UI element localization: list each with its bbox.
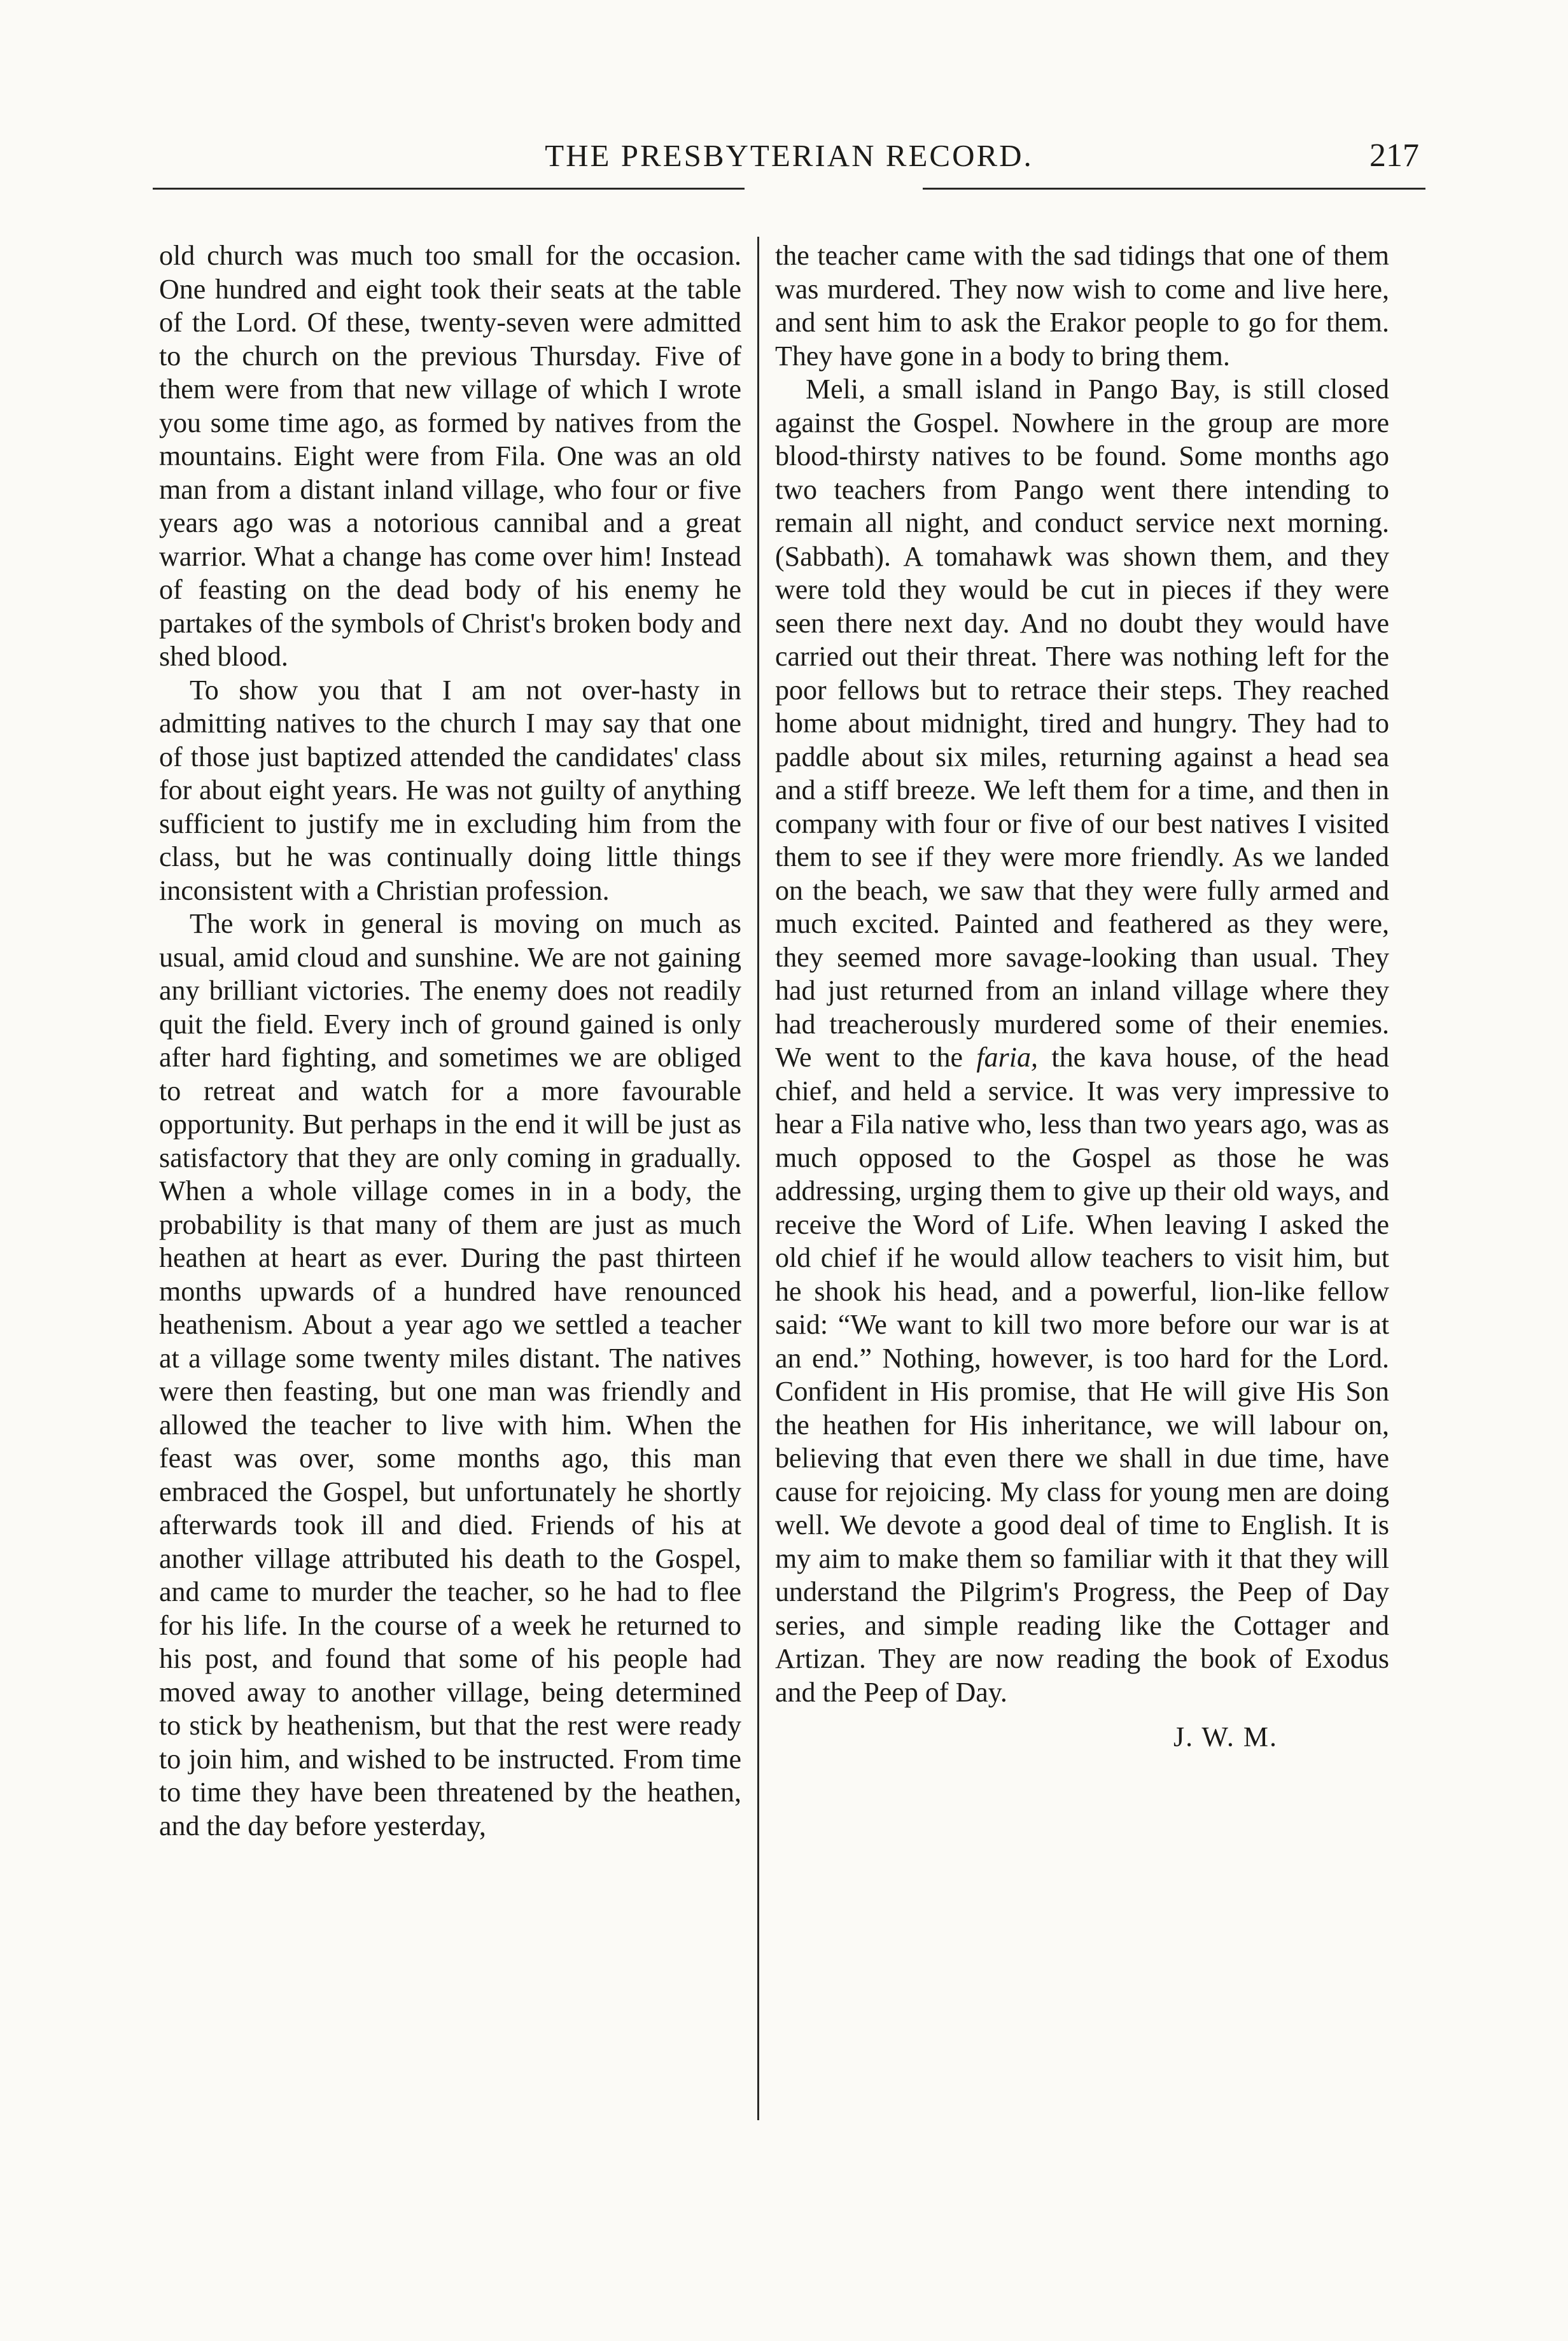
column-divider bbox=[757, 237, 759, 2120]
header-rule-left bbox=[153, 188, 745, 190]
right-paragraph-2-continued: the kava house, of the head chief, and held a service. It was very impressive to hear a Fila native who, less than two years ago, was as much opposed to the Gospel as those he was addressing, urging them to give up their old ways, and receive the Word of Life. When leaving I asked the old chief if he would allow teachers to visit him, but he shook his head, and a powerful, lion-like fellow said: “We want to kill two more before our war is at an end.” Nothing, however, is too hard for the Lord. Confident in His promise, that He will give His Son the heathen for His inheritance, we will labour on, believing that even there we shall in due time, have cause for rejoicing. My class for young men are doing well. We devote a good deal of time to English. It is my aim to make them so familiar with it that they will understand the Pilgrim's Progress, the Peep of Day series, and simple reading like the Cottager and Artizan. They are now reading the book of Exodus and the Peep of Day. bbox=[775, 1042, 1389, 1708]
italic-word-faria: faria, bbox=[976, 1042, 1038, 1073]
page-header bbox=[153, 130, 1425, 194]
right-paragraph-2-text: Meli, a small island in Pango Bay, is still closed against the Gospel. Nowhere in the group are more blood-thirsty natives to be found. Some months ago two teachers from Pango went there intending to remain all night, and conduct service next morning. (Sabbath). A tomahawk was shown them, and they were told they would be cut in pieces if they were seen there next day. And no doubt they would have carried out their threat. There was nothing left for the poor fellows but to retrace their steps. They reached home about midnight, tired and hungry. They had to paddle about six miles, returning against a head sea and a stiff breeze. We left them for a time, and then in company with four or five of our best natives I visited them to see if they were more friendly. As we landed on the beach, we saw that they were fully armed and much excited. Painted and feathered as they were, they seemed more savage-looking than usual. They had just returned from an inland village where they had treacherously murdered some of their enemies. We went to the bbox=[775, 374, 1389, 1073]
left-paragraph-2: To show you that I am not over-hasty in admitting natives to the church I may say that one of those just baptized attended the candidates' class for about eight years. He was not guilty of anything sufficient to justify me in excluding him from the class, but he was continually doing little things inconsistent with a Christian profession. bbox=[159, 674, 741, 906]
right-column bbox=[775, 239, 1389, 2142]
left-paragraph-1: old church was much too small for the occasion. One hundred and eight took their seats at the table of the Lord. Of these, twenty-seven were admitted to the church on the previous Thursday. Five of them were from that new village of which I wrote you some time ago, as formed by natives from the mountains. Eight were from Fila. One was an old man from a distant inland village, who four or five years ago was a notorious cannibal and a great warrior. What a change has come over him! Instead of feasting on the dead body of his enemy he partakes of the symbols of Christ's broken body and shed blood. bbox=[159, 240, 741, 672]
header-rule-right bbox=[923, 188, 1425, 190]
right-paragraph-2 bbox=[775, 373, 1389, 1709]
right-paragraph-1: the teacher came with the sad tidings that one of them was murdered. They now wish to come and live here, and sent him to ask the Erakor people to go for them. They have gone in a body to bring them. bbox=[775, 240, 1389, 372]
running-title: THE PRESBYTERIAN RECORD. bbox=[545, 138, 1033, 173]
left-column bbox=[159, 239, 741, 2142]
signature: J. W. M. bbox=[1173, 1721, 1278, 1752]
page-number: 217 bbox=[1369, 137, 1419, 174]
left-paragraph-3: The work in general is moving on much as usual, amid cloud and sunshine. We are not gaining any brilliant victories. The enemy does not readily quit the field. Every inch of ground gained is only after hard fighting, and sometimes we are obliged to retreat and watch for a more favourable opportunity. But perhaps in the end it will be just as satisfactory that they are only coming in gradually. When a whole village comes in in a body, the probability is that many of them are just as much heathen at heart as ever. During the past thirteen months upwards of a hundred have renounced heathenism. About a year ago we settled a teacher at a village some twenty miles distant. The natives were then feasting, but one man was friendly and allowed the teacher to live with him. When the feast was over, some months ago, this man embraced the Gospel, but unfortunately he shortly afterwards took ill and died. Friends of his at another village attributed his death to the Gospel, and came to murder the teacher, so he had to flee for his life. In the course of a week he returned to his post, and found that some of his people had moved away to another village, being determined to stick by heathenism, but that the rest were ready to join him, and wished to be instructed. From time to time they have been threatened by the heathen, and the day before yesterday, bbox=[159, 908, 741, 1841]
